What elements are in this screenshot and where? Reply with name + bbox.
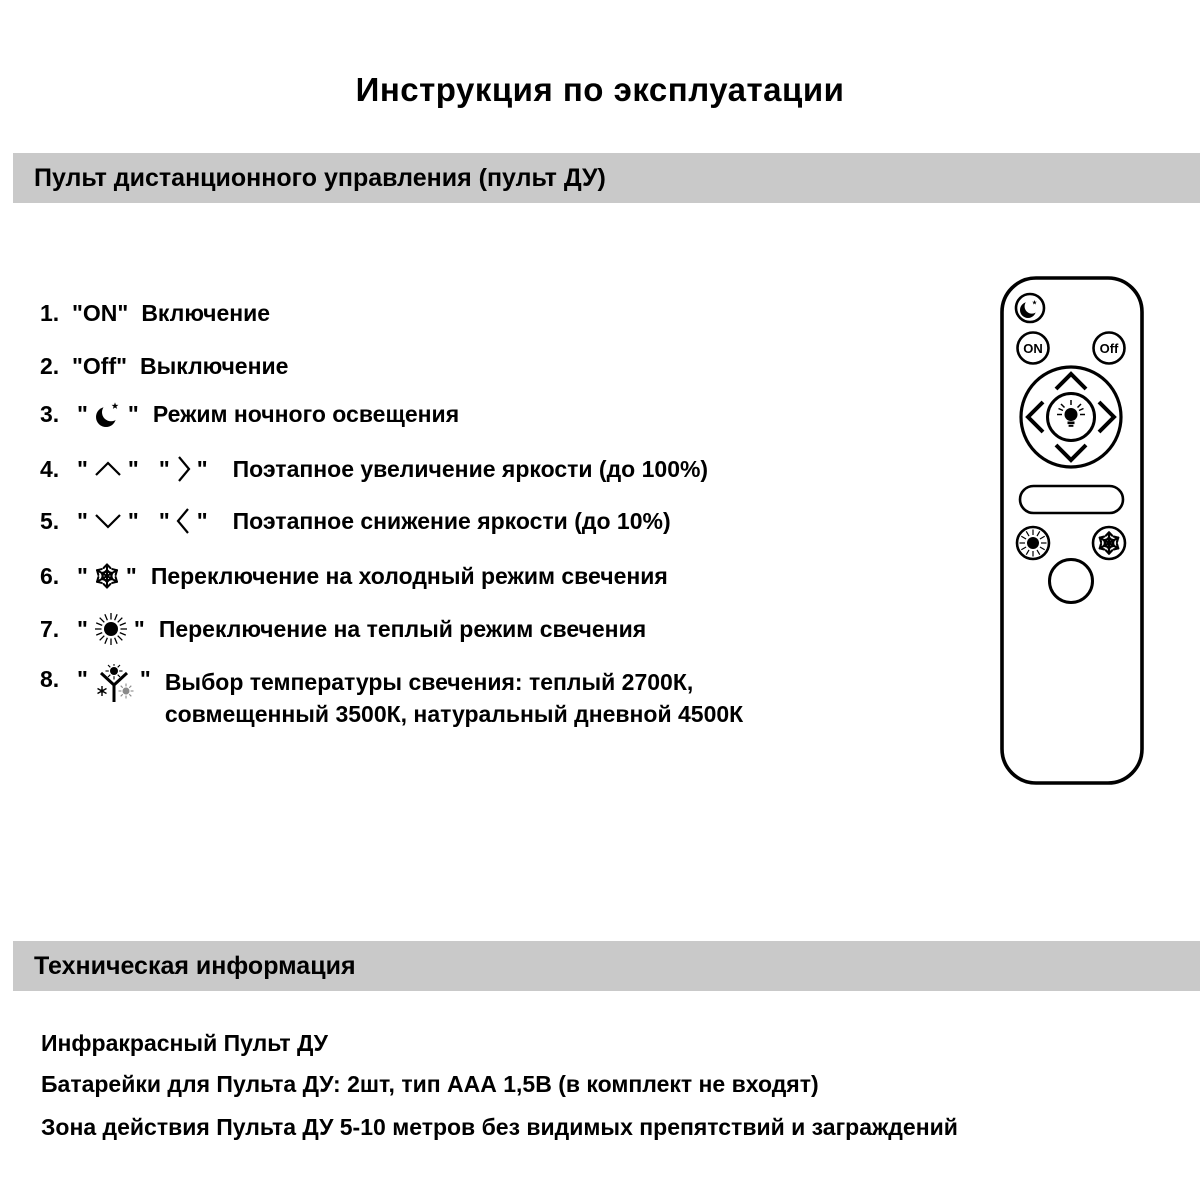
quote-mark: " (196, 455, 208, 482)
list-item (40, 558, 668, 594)
quote-mark: " (77, 562, 88, 589)
item-description (165, 666, 743, 730)
item-number: 7. (40, 615, 60, 642)
quote-mark: " (133, 615, 145, 642)
list-item (40, 295, 270, 331)
section-header-tech (13, 941, 1200, 991)
list-item (40, 666, 743, 730)
temp-select-icon (93, 664, 135, 704)
off-button-label: Off (1099, 341, 1119, 356)
item-number: 1. (40, 299, 60, 326)
on-button-label: ON (1023, 341, 1043, 356)
quote-mark: " (127, 455, 139, 482)
list-item (40, 396, 459, 432)
section-header-remote (13, 153, 1200, 203)
list-item (40, 348, 288, 384)
remote-control-illustration (999, 275, 1145, 787)
item-number: 2. (40, 352, 60, 379)
item-number: 6. (40, 562, 60, 589)
item-number: 4. (40, 455, 60, 482)
item-description-line2: совмещенный 3500К, натуральный дневной 4500К (164, 701, 744, 727)
quote-mark: " (77, 455, 88, 482)
chevron-down-icon (93, 512, 123, 530)
quote-mark: " (127, 507, 139, 534)
quote-mark: " (77, 615, 88, 642)
section-header-tech-label: Техническая информация (34, 951, 356, 980)
snowflake-icon (93, 562, 121, 590)
quote-mark: " (196, 507, 208, 534)
section-header-remote-label: Пульт дистанционного управления (пульт ДУ) (34, 163, 606, 192)
button-token: "Off" (72, 352, 128, 379)
item-description: Поэтапное снижение яркости (до 10%) (232, 507, 671, 534)
moon-night-icon (93, 398, 123, 430)
quote-mark: " (77, 400, 88, 427)
item-number: 5. (40, 507, 60, 534)
item-description: Переключение на холодный режим свечения (150, 562, 668, 589)
item-description-line1: Выбор температуры свечения: теплый 2700К, (164, 669, 694, 695)
quote-mark: " (158, 507, 170, 534)
tech-info-line: Инфракрасный Пульт ДУ (41, 1030, 328, 1056)
tech-info-line: Зона действия Пульта ДУ 5-10 метров без видимых препятствий и заграждений (41, 1114, 958, 1140)
chevron-left-icon (175, 505, 192, 537)
item-description: Включение (141, 299, 271, 326)
quote-mark: " (77, 666, 88, 692)
quote-mark: " (127, 400, 139, 427)
item-description: Режим ночного освещения (152, 400, 460, 427)
quote-mark: " (158, 455, 170, 482)
warm-sun-icon (93, 611, 129, 647)
item-description: Выключение (140, 352, 289, 379)
list-item (40, 611, 646, 647)
item-number: 3. (40, 400, 60, 427)
chevron-right-icon (175, 453, 192, 485)
tech-info-line: Батарейки для Пульта ДУ: 2шт, тип ААА 1,5В (в комплект не входят) (41, 1071, 819, 1097)
button-token: "ON" (72, 299, 129, 326)
item-description: Поэтапное увеличение яркости (до 100%) (232, 455, 709, 482)
page-title: Инструкция по эксплуатации (355, 71, 845, 108)
list-item (40, 451, 708, 487)
chevron-up-icon (93, 460, 123, 478)
list-item (40, 503, 671, 539)
quote-mark: " (77, 507, 88, 534)
quote-mark: " (139, 666, 151, 692)
quote-mark: " (125, 562, 137, 589)
item-description: Переключение на теплый режим свечения (158, 615, 647, 642)
warm-sun-icon (1017, 527, 1049, 559)
item-number: 8. (40, 666, 60, 692)
